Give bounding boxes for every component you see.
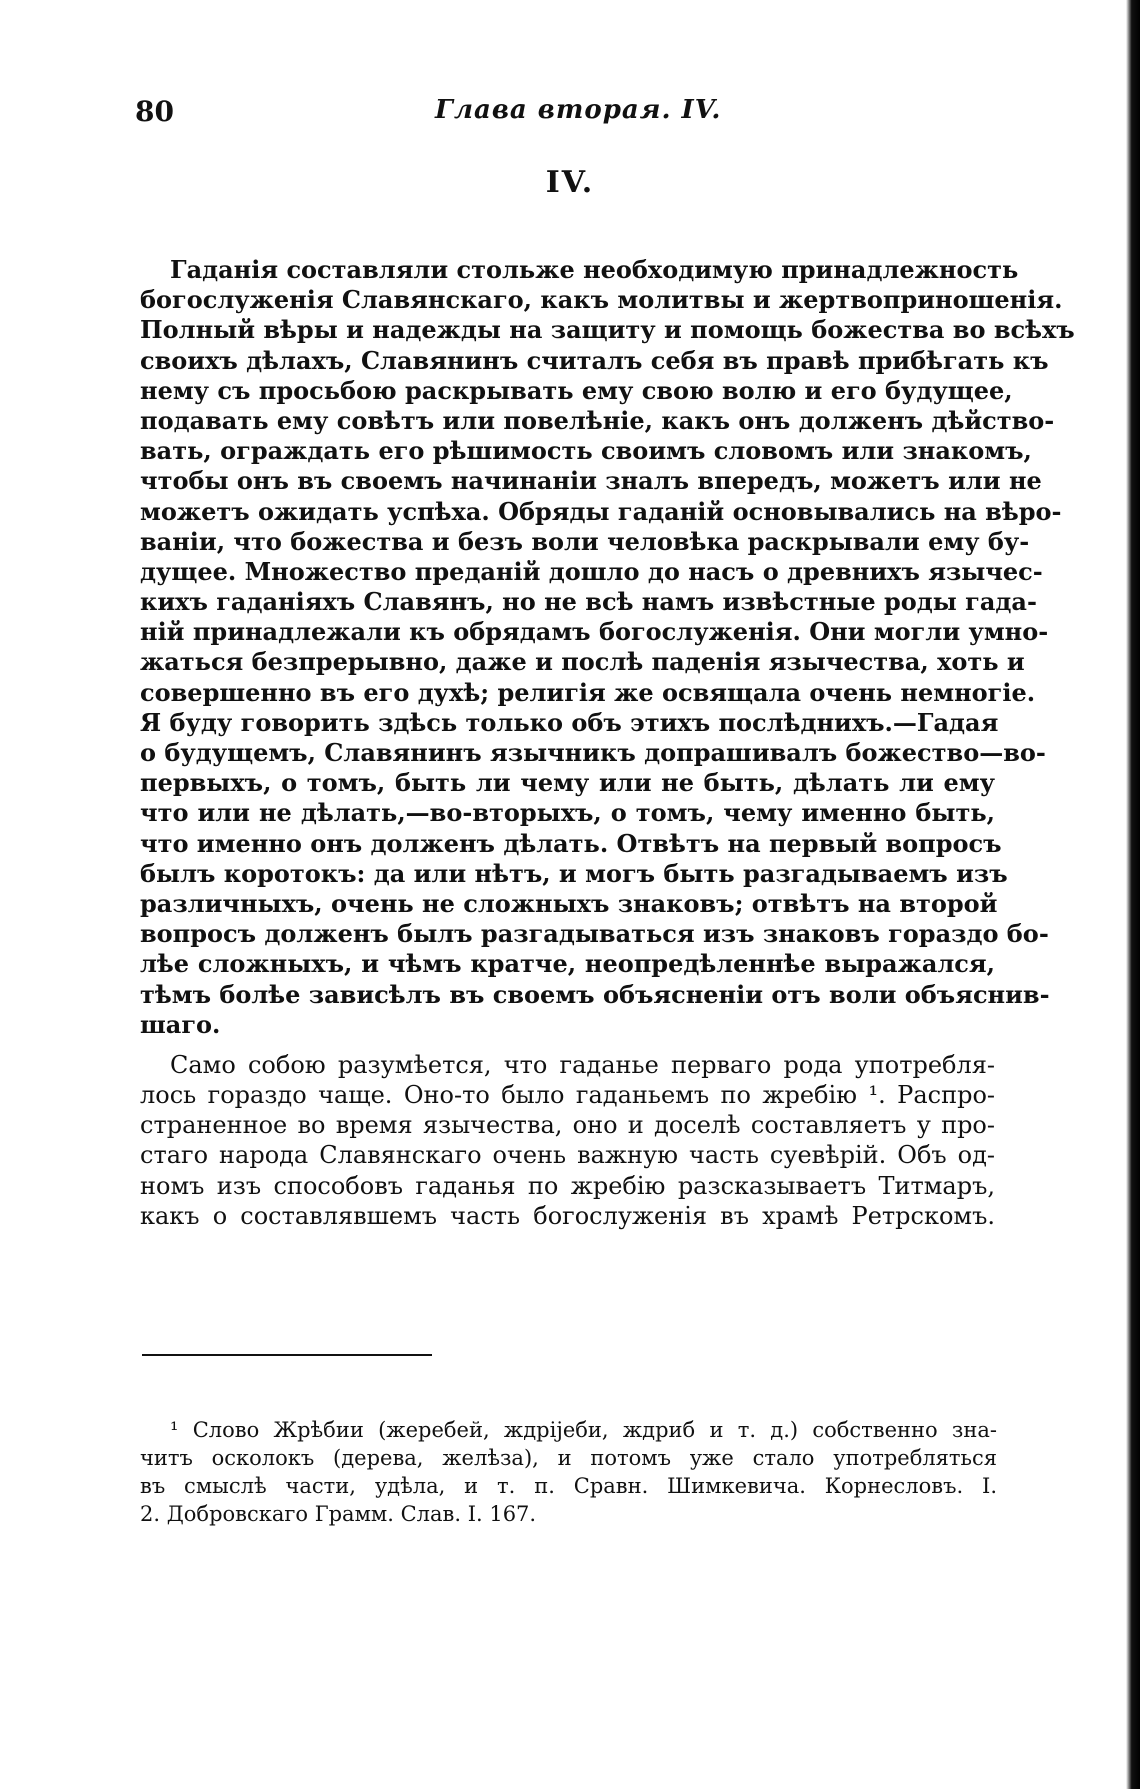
text-line: лось гораздо чаще. Оно-то было гаданьемъ по жребію ¹. Распро-	[140, 1081, 995, 1110]
text-line: нему съ просьбою раскрывать ему свою волю и его будущее,	[140, 375, 1013, 405]
page-header	[135, 95, 995, 135]
text-line: номъ изъ способовъ гаданья по жребію разсказываетъ Титмаръ,	[140, 1171, 995, 1200]
text-line: какъ о составлявшемъ часть богослуженія въ храмѣ Ретрскомъ.	[140, 1201, 995, 1230]
text-line: о будущемъ, Славянинъ язычникъ допрашивалъ божество—во-	[140, 738, 1046, 767]
page-edge-shadow	[1126, 0, 1140, 1789]
footnote-divider	[142, 1354, 432, 1356]
section-heading: IV.	[545, 165, 595, 200]
text-line: Я буду говорить здѣсь только объ этихъ послѣднихъ.—Гадая	[140, 707, 999, 737]
text-line: ній принадлежали къ обрядамъ богослуженія. Они могли умно-	[140, 617, 1049, 647]
text-line: своихъ дѣлахъ, Славянинъ считалъ себя въ правѣ прибѣгать къ	[140, 345, 1049, 375]
text-line: первыхъ, о томъ, быть ли чему или не быть, дѣлать ли ему	[140, 768, 995, 798]
footnote	[140, 1416, 997, 1528]
text-line: подавать ему совѣтъ или повелѣніе, какъ онъ долженъ дѣйство-	[140, 405, 1055, 435]
text-line: Гаданія составляли стольже необходимую принадлежность	[170, 255, 1019, 284]
text-line: Само собою разумѣется, что гаданье перваго рода употребля-	[170, 1050, 995, 1079]
text-line: жаться безпрерывно, даже и послѣ паденія язычества, хоть и	[140, 647, 1025, 677]
paragraph-gap	[140, 1040, 995, 1050]
text-line: чтобы онъ въ своемъ начинаніи зналъ впередъ, можетъ или не	[140, 466, 1042, 496]
text-line: богослуженія Славянскаго, какъ молитвы и жертвоприношенія.	[140, 285, 1063, 315]
body-text	[140, 255, 1075, 1231]
text-line: Полный вѣры и надежды на защиту и помощь божества во всѣхъ	[140, 315, 1075, 345]
text-line: ваніи, что божества и безъ воли человѣка раскрывали ему бу-	[140, 526, 1030, 556]
text-line: былъ коротокъ: да или нѣтъ, и могъ быть разгадываемъ изъ	[140, 858, 1008, 888]
running-head: Глава вторая. IV.	[435, 95, 722, 125]
text-line: кихъ гаданіяхъ Славянъ, но не всѣ намъ извѣстные роды гада-	[140, 587, 1037, 617]
text-line: стаго народа Славянскаго очень важную часть суевѣрій. Объ од-	[140, 1141, 995, 1170]
text-line: дущее. Множество преданій дошло до насъ о древнихъ язычес-	[140, 556, 1043, 586]
text-line: страненное во время язычества, оно и доселѣ составляетъ у про-	[140, 1111, 995, 1140]
page-number: 80	[135, 95, 174, 128]
text-line: различныхъ, очень не сложныхъ знаковъ; отвѣтъ на второй	[140, 888, 998, 918]
text-line: совершенно въ его духѣ; религія же освящала очень немногіе.	[140, 677, 1036, 707]
text-line: что именно онъ долженъ дѣлать. Отвѣтъ на первый вопросъ	[140, 828, 1002, 858]
footnote-line: читъ осколокъ (дерева, желѣза), и потомъ уже стало употребляться	[140, 1446, 997, 1470]
text-line: шаго.	[140, 1009, 221, 1039]
text-line: вать, ограждать его рѣшимость своимъ словомъ или знакомъ,	[140, 436, 1032, 466]
text-line: что или не дѣлать,—во-вторыхъ, о томъ, чему именно быть,	[140, 798, 995, 828]
footnote-line: ¹ Слово Жрѣбии (жеребей, ждрiјеби, ждриб и т. д.) собственно зна-	[170, 1418, 997, 1442]
footnote-line: въ смыслѣ части, удѣла, и т. п. Сравн. Шимкевича. Корнесловъ. I.	[140, 1474, 997, 1498]
text-line: тѣмъ болѣе зависѣлъ въ своемъ объясненіи отъ воли объяснив-	[140, 979, 1050, 1009]
footnote-line: 2. Добровскаго Грамм. Слав. I. 167.	[140, 1502, 537, 1526]
text-line: вопросъ долженъ былъ разгадываться изъ знаковъ гораздо бо-	[140, 919, 1049, 949]
paragraph-2	[140, 1050, 995, 1231]
text-line: лѣе сложныхъ, и чѣмъ кратче, неопредѣленнѣе выражался,	[140, 949, 995, 979]
text-line: можетъ ожидать успѣха. Обряды гаданій основывались на вѣро-	[140, 496, 1062, 526]
paragraph-1	[140, 255, 1075, 1040]
